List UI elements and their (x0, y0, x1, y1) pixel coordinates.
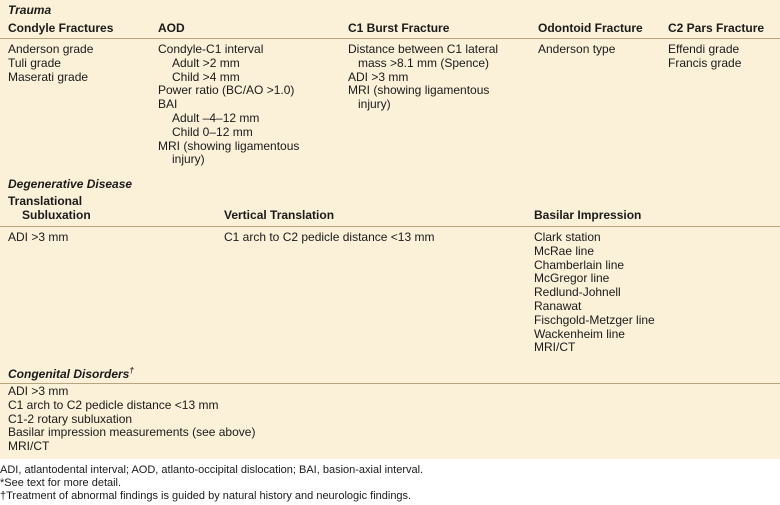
list-item: McGregor line (534, 271, 610, 286)
cell-aod (158, 43, 299, 167)
header-rule-trauma (0, 38, 780, 39)
dagger-mark: † (129, 366, 134, 375)
header-condyle-fractures: Condyle Fractures (8, 21, 114, 35)
list-item: Redlund-Johnell (534, 285, 621, 300)
header-rule-degenerative (0, 226, 780, 227)
list-item: Francis grade (668, 55, 742, 70)
list-item: ADI >3 mm (8, 230, 69, 244)
header-vertical-translation: Vertical Translation (224, 208, 335, 222)
footnote-treatment: †Treatment of abnormal findings is guided by natural history and neurologic findings. (0, 490, 412, 502)
cell-translational-subluxation (8, 231, 68, 245)
list-item: C1-2 rotary subluxation (8, 411, 133, 426)
list-item: Condyle-C1 interval (158, 42, 264, 56)
list-item: Wackenheim line (534, 326, 625, 341)
list-item: Fischgold-Metzger line (534, 312, 655, 327)
list-item: Effendi grade (668, 42, 740, 56)
section-title-congenital-disorders (8, 367, 134, 381)
list-item: C1 arch to C2 pedicle distance <13 mm (8, 397, 219, 412)
list-item: McRae line (534, 243, 595, 258)
list-item: Adult >2 mm (172, 55, 240, 70)
list-item: Basilar impression measurements (see above) (8, 425, 256, 440)
header-translational-subluxation (8, 194, 91, 222)
header-odontoid-fracture: Odontoid Fracture (538, 21, 643, 35)
list-item: injury) (358, 97, 391, 112)
header-rule-congenital (0, 383, 780, 384)
list-item: ADI >3 mm (8, 384, 69, 398)
header-c2-pars-fracture: C2 Pars Fracture (668, 21, 765, 35)
header-line: Translational (8, 194, 83, 208)
footnote-see-text: *See text for more detail. (0, 477, 122, 489)
header-line: Subluxation (22, 208, 91, 222)
cell-basilar-impression (534, 231, 655, 355)
list-item: Clark station (534, 230, 601, 244)
section-title-text: Congenital Disorders (8, 367, 130, 381)
list-item: C1 arch to C2 pedicle distance <13 mm (224, 230, 435, 244)
list-item: BAI (158, 97, 178, 112)
cell-condyle-fractures (8, 43, 93, 84)
list-item: Child 0–12 mm (172, 124, 253, 139)
cell-c1-burst-fracture (348, 43, 498, 112)
header-aod: AOD (158, 21, 185, 35)
list-item: Power ratio (BC/AO >1.0) (158, 83, 295, 98)
list-item: Ranawat (534, 298, 582, 313)
list-item: ADI >3 mm (348, 69, 409, 84)
cell-odontoid-fracture (538, 43, 615, 57)
list-item: MRI (showing ligamentous (348, 83, 490, 98)
list-item: Tuli grade (8, 55, 61, 70)
list-item: Anderson type (538, 42, 616, 56)
list-item: MRI (showing ligamentous (158, 138, 300, 153)
list-item: Adult –4–12 mm (172, 110, 260, 125)
list-item: MRI/CT (534, 340, 576, 355)
cell-vertical-translation (224, 231, 434, 245)
list-item: Chamberlain line (534, 257, 625, 272)
footnote-abbreviations: ADI, atlantodental interval; AOD, atlanto-occipital dislocation; BAI, basion-axial interval. (0, 464, 424, 476)
header-c1-burst-fracture: C1 Burst Fracture (348, 21, 450, 35)
list-item: injury) (172, 152, 205, 167)
list-item: Child >4 mm (172, 69, 240, 84)
list-item: mass >8.1 mm (Spence) (358, 55, 490, 70)
list-item: Maserati grade (8, 69, 89, 84)
cell-congenital-disorders (8, 385, 255, 454)
list-item: MRI/CT (8, 439, 50, 454)
header-basilar-impression: Basilar Impression (534, 208, 642, 222)
section-title-trauma: Trauma (8, 3, 52, 17)
section-title-degenerative-disease: Degenerative Disease (8, 177, 133, 191)
list-item: Anderson grade (8, 42, 94, 56)
list-item: Distance between C1 lateral (348, 42, 499, 56)
cell-c2-pars-fracture (668, 43, 741, 71)
